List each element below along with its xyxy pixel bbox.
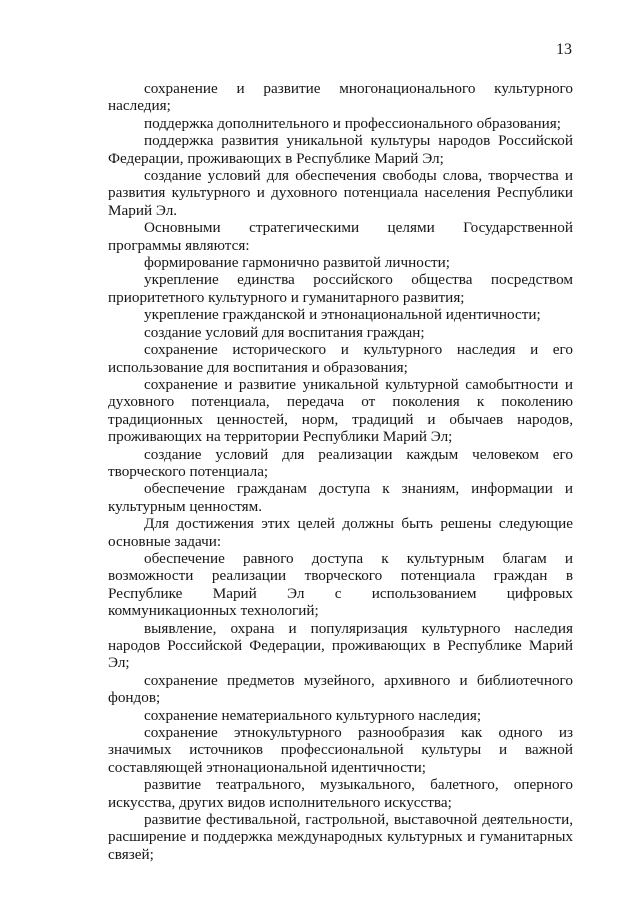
document-body xyxy=(108,80,573,863)
paragraph: Основными стратегическими целями Государственной программы являются: xyxy=(108,219,573,254)
paragraph: создание условий для воспитания граждан; xyxy=(144,323,425,341)
paragraph: развитие фестивальной, гастрольной, выставочной деятельности, расширение и поддержка международных культурных и гуманитарных связей; xyxy=(108,811,573,863)
paragraph: обеспечение равного доступа к культурным благам и возможности реализации творческого потенциала граждан в Республике Марий Эл с использованием цифровых коммуникационных технологий; xyxy=(108,549,573,620)
paragraph: развитие театрального, музыкального, балетного, оперного искусства, других видов исполнительного искусства; xyxy=(108,776,573,811)
paragraph: обеспечение гражданам доступа к знаниям, информации и культурным ценностям. xyxy=(108,480,573,515)
paragraph: укрепление единства российского общества посредством приоритетного культурного и гуманитарного развития; xyxy=(108,271,573,306)
paragraph: Для достижения этих целей должны быть решены следующие основные задачи: xyxy=(108,515,573,550)
paragraph: укрепление гражданской и этнонациональной идентичности; xyxy=(144,306,541,324)
paragraph: сохранение и развитие уникальной культурной самобытности и духовного потенциала, передача от поколения к поколению традиционных ценностей, норм, традиций и обычаев народов, проживающих на территории Республики Марий Эл; xyxy=(108,375,573,446)
paragraph: сохранение и развитие многонационального культурного наследия; xyxy=(108,80,573,115)
paragraph: выявление, охрана и популяризация культурного наследия народов Российской Федерации, проживающих в Республике Марий Эл; xyxy=(108,619,573,672)
paragraph: сохранение исторического и культурного наследия и его использование для воспитания и образования; xyxy=(108,341,573,376)
paragraph: поддержка дополнительного и профессионального образования; xyxy=(144,114,561,132)
paragraph: сохранение нематериального культурного наследия; xyxy=(144,706,482,724)
paragraph: сохранение этнокультурного разнообразия как одного из значимых источников профессиональной культуры и важной составляющей этнонациональной идентичности; xyxy=(108,724,573,776)
page-number: 13 xyxy=(556,41,572,58)
paragraph: создание условий для обеспечения свободы слова, творчества и развития культурного и духовного потенциала населения Республики Марий Эл. xyxy=(108,167,573,219)
paragraph: сохранение предметов музейного, архивного и библиотечного фондов; xyxy=(108,671,573,707)
paragraph: создание условий для реализации каждым человеком его творческого потенциала; xyxy=(108,445,573,480)
paragraph: поддержка развития уникальной культуры народов Российской Федерации, проживающих в Республике Марий Эл; xyxy=(108,132,573,167)
paragraph: формирование гармонично развитой личности; xyxy=(144,254,450,272)
